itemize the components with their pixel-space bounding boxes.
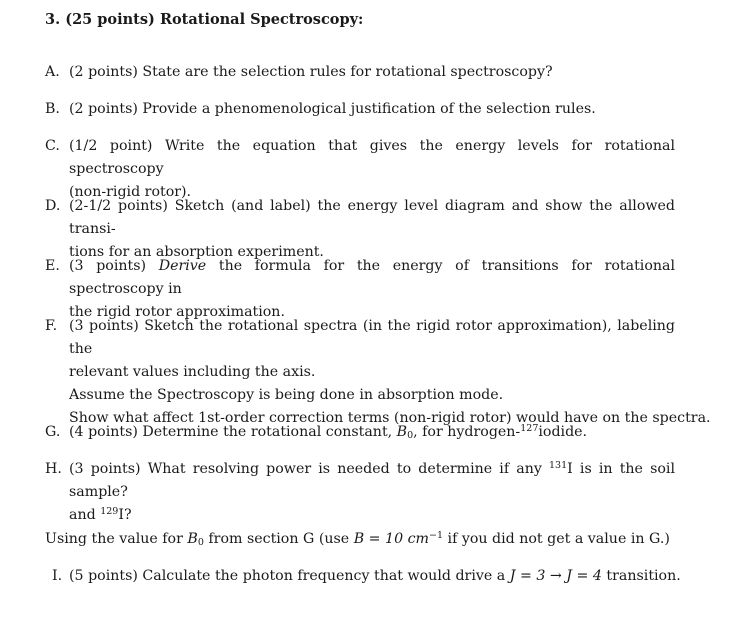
rotational-constant-subscript: 0 <box>407 430 414 441</box>
question-text: , for hydrogen- <box>413 424 521 440</box>
note-text: Using the value for <box>45 531 183 547</box>
question-text: I? <box>118 507 132 523</box>
question-points: (4 points) <box>69 424 138 440</box>
question-emphasis: Derive <box>158 258 207 274</box>
rotational-constant-subscript: 0 <box>197 537 204 548</box>
question-label: I. <box>52 568 63 584</box>
question-text: Determine the rotational constant, <box>142 424 393 440</box>
question-a <box>45 61 677 84</box>
question-label: B. <box>45 101 60 117</box>
question-text: Calculate the photon frequency that would drive a <box>142 568 506 584</box>
question-points: (3 points) <box>69 461 141 477</box>
question-label: C. <box>45 138 60 154</box>
question-d <box>45 195 677 260</box>
question-text: iodide. <box>538 424 588 440</box>
rotational-constant-symbol: B <box>187 531 198 547</box>
question-instruction: Show what affect 1st-order correction terms (non-rigid rotor) would have on the spectra. <box>69 410 711 426</box>
note-text: if you did not get a value in G.) <box>447 531 670 547</box>
question-points: (3 points) <box>69 318 139 334</box>
isotope-mass-number: 131 <box>549 460 568 471</box>
question-h <box>45 458 677 523</box>
question-label: E. <box>45 258 60 274</box>
question-b <box>45 98 677 121</box>
note-text: from section G (use <box>208 531 350 547</box>
problem-heading <box>45 11 363 28</box>
problem-number: 3. <box>45 11 61 28</box>
question-i <box>52 565 681 588</box>
question-points: (1/2 point) <box>69 138 153 154</box>
transition-equation: J = 3 → J = 4 <box>509 568 602 584</box>
question-text: and <box>69 507 96 523</box>
question-points: (2-1/2 points) <box>69 198 168 214</box>
question-c <box>45 135 677 200</box>
instruction-note <box>45 528 670 551</box>
question-text-continued: relevant values including the axis. <box>69 364 316 380</box>
rotational-constant-symbol: B <box>396 424 408 440</box>
isotope-mass-number: 127 <box>520 423 539 434</box>
problem-points: (25 points) <box>65 11 155 28</box>
question-e <box>45 255 677 320</box>
question-text: Sketch the rotational spectra (in the rigid rotor approximation), labeling the <box>69 318 675 357</box>
problem-title: Rotational Spectroscopy: <box>159 11 364 28</box>
question-g <box>45 421 677 444</box>
question-points: (5 points) <box>69 568 138 584</box>
question-label: G. <box>45 424 61 440</box>
question-text: What resolving power is needed to determine if any <box>147 461 542 477</box>
unit-exponent: −1 <box>429 530 444 541</box>
question-text-continued: tions for an absorption experiment. <box>69 244 324 260</box>
question-text: Provide a phenomenological justification of the selection rules. <box>142 101 596 117</box>
question-text-continued: (non-rigid rotor). <box>69 184 192 200</box>
question-text: Write the equation that gives the energy levels for rotational spectroscopy <box>69 138 675 177</box>
question-text: transition. <box>606 568 681 584</box>
question-label: F. <box>45 318 58 334</box>
question-text-continued: the rigid rotor approximation. <box>69 304 285 320</box>
question-f <box>45 315 711 426</box>
default-value-equation: B = 10 cm <box>353 531 429 547</box>
question-text: Sketch (and label) the energy level diagram and show the allowed transi- <box>69 198 675 237</box>
question-label: D. <box>45 198 61 214</box>
question-text: the formula for the energy of transitions for rotational spectroscopy in <box>69 258 675 297</box>
question-points: (2 points) <box>69 101 138 117</box>
question-text: State are the selection rules for rotational spectroscopy? <box>142 64 553 80</box>
question-label: A. <box>45 64 60 80</box>
question-points: (2 points) <box>69 64 138 80</box>
question-points: (3 points) <box>69 258 147 274</box>
question-text: I is in the soil sample? <box>69 461 675 500</box>
question-assumption: Assume the Spectroscopy is being done in absorption mode. <box>69 387 504 403</box>
isotope-mass-number: 129 <box>100 506 119 517</box>
question-label: H. <box>45 461 62 477</box>
